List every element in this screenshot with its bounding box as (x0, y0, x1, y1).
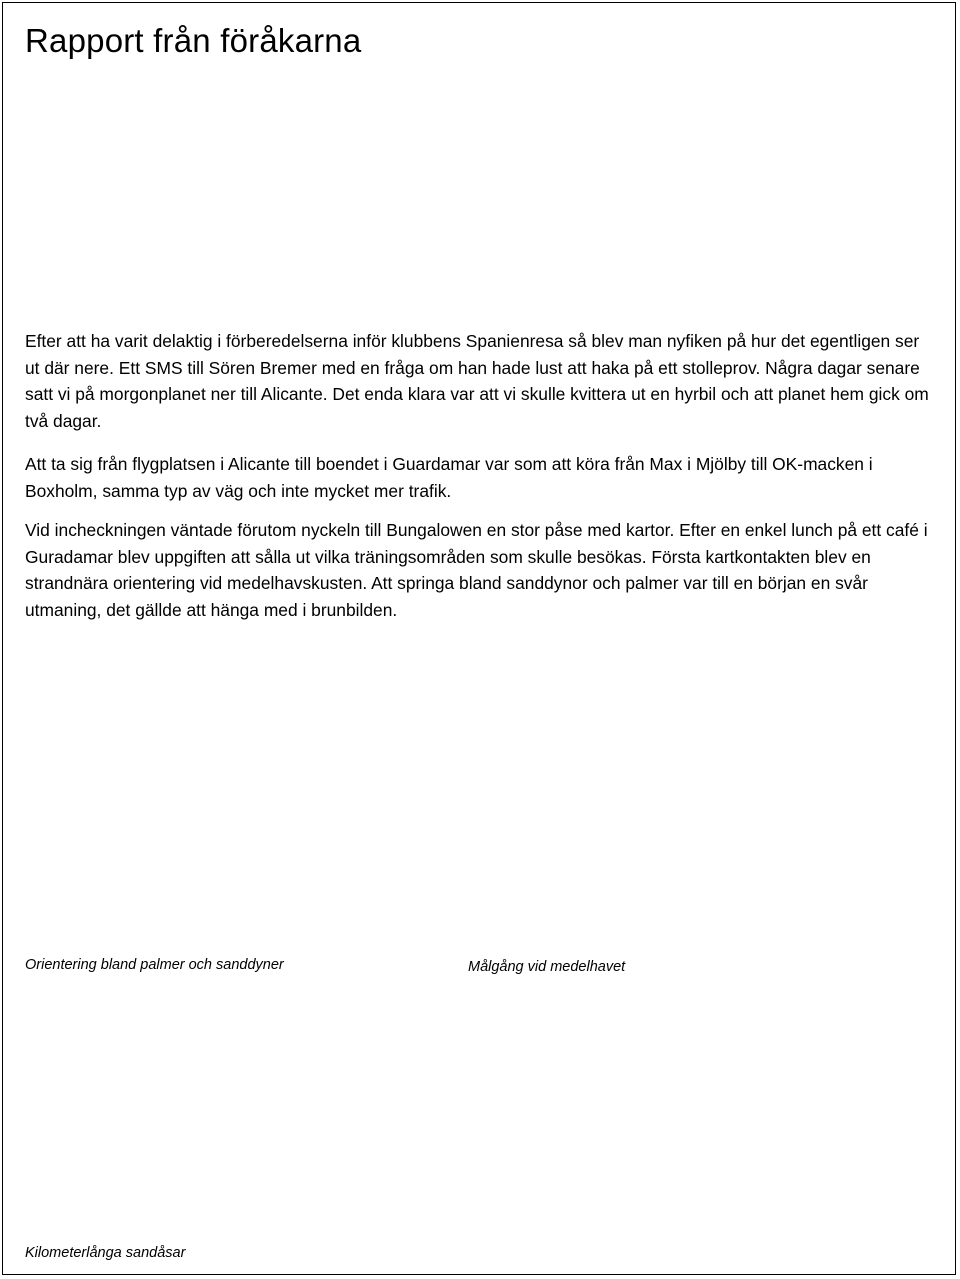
photo-caption-finish: Målgång vid medelhavet (468, 959, 626, 975)
page-frame (2, 2, 956, 1275)
paragraph-checkin: Vid incheckningen väntade förutom nyckeln till Bungalowen en stor påse med kartor. Efter en enkel lunch på ett café i Guradamar blev uppgiften att sålla ut vilka träningsområden som skulle besökas. Första kartkontakten blev en strandnära orientering vid medelhavskusten. Att springa bland sanddynor och palmer var till en början en svår utmaning, det gällde att hänga med i brunbilden. (25, 520, 928, 620)
photo-caption-palms: Orientering bland palmer och sanddyner (25, 957, 284, 973)
photo-caption-sand-ridges: Kilometerlånga sandåsar (25, 1245, 186, 1261)
document-title: Rapport från föråkarna (25, 22, 362, 59)
paragraph-drive: Att ta sig från flygplatsen i Alicante till boendet i Guardamar var som att köra från Max i Mjölby till OK-macken i Boxholm, samma typ av väg och inte mycket mer trafik. (25, 454, 873, 501)
paragraph-intro: Efter att ha varit delaktig i förberedelserna inför klubbens Spanienresa så blev man nyfiken på hur det egentligen ser ut där nere. Ett SMS till Sören Bremer med en fråga om han hade lust att haka på ett stolleprov. Några dagar senare satt vi på morgonplanet ner till Alicante. Det enda klara var att vi skulle kvittera ut en hyrbil och att planet hem gick om två dagar. (25, 331, 929, 431)
